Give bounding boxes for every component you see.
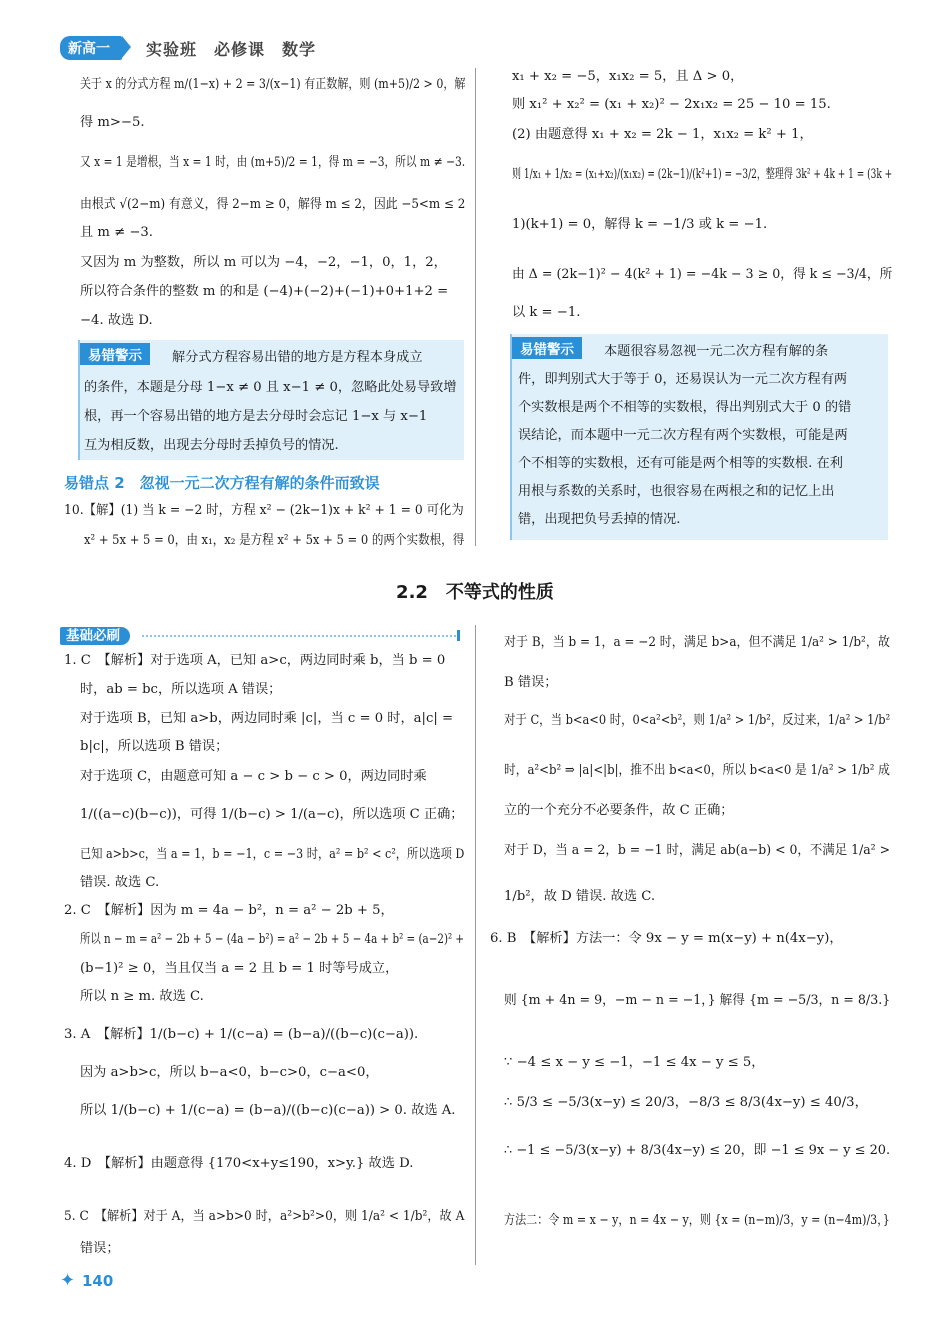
column-divider-bottom [475,625,476,1265]
section-title: 2.2 不等式的性质 [396,582,554,603]
text-line: 对于 B，当 b = 1，a = −2 时，满足 b>a，但不满足 1/a² > 1/b²，故 [504,635,890,650]
warning-line: 件，即判别式大于等于 0，还易误认为一元二次方程有两 [518,372,848,387]
left-bottom-column [64,650,464,1260]
text-line: 1/((a−c)(b−c))，可得 1/(b−c) > 1/(a−c)，所以选项 C 正确； [80,807,464,822]
warning-line: 用根与系数的关系时，也很容易在两根之和的记忆上出 [518,484,835,499]
bar-end-mark [457,630,460,641]
text-line: 由根式 √(2−m) 有意义，得 2−m ≥ 0，解得 m ≤ 2，因此 −5<m ≤ 2 [80,197,466,212]
warning-line: 个不相等的实数根，还有可能是两个相等的实数根. 在利 [518,456,843,471]
text-line: 1)(k+1) = 0，解得 k = −1/3 或 k = −1. [512,217,768,232]
warning-line: 错，出现把负号丢掉的情况. [518,512,681,527]
text-line: 由 Δ = (2k−1)² − 4(k² + 1) = −4k − 3 ≥ 0，得 k ≤ −3/4，所 [512,267,893,282]
page-number: 140 [82,1272,114,1290]
text-line: 关于 x 的分式方程 m/(1−x) + 2 = 3/(x−1) 有正数解，则 (m+5)/2 > 0，解 [80,77,466,92]
text-line: 对于选项 C，由题意可知 a − c > b − c > 0，两边同时乘 [80,769,427,784]
text-line: ∴ −1 ≤ −5/3(x−y) + 8/3(4x−y) ≤ 20，即 −1 ≤ 9x − y ≤ 20. [504,1143,891,1158]
text-line: B 错误； [504,675,558,690]
text-line: 时，ab = bc，所以选项 A 错误； [80,682,282,697]
text-line: 对于 D，当 a = 2，b = −1 时，满足 ab(a−b) < 0，不满足 1/a² > [504,843,891,858]
text-line: x₁ + x₂ = −5，x₁x₂ = 5，且 Δ > 0， [512,69,744,84]
text-line: 5. C 【解析】对于 A，当 a>b>0 时，a²>b²>0，则 1/a² < 1/b²，故 A [64,1209,465,1224]
warning-line: 解分式方程容易出错的地方是方程本身成立 [172,350,423,365]
subsection-tag: 基础必刷 [60,627,130,645]
text-line: 6. B 【解析】方法一：令 9x − y = m(x−y) + n(4x−y)， [490,931,843,946]
text-line: 得 m>−5. [80,115,145,130]
text-line: 又因为 m 为整数，所以 m 可以为 −4，−2，−1，0，1，2， [80,255,447,270]
text-line: (2) 由题意得 x₁ + x₂ = 2k − 1，x₁x₂ = k² + 1， [512,127,813,142]
error-warning-box [78,340,464,460]
warning-line: 本题很容易忽视一元二次方程有解的条 [604,344,829,359]
text-line: b|c|，所以选项 B 错误； [80,739,229,754]
text-line: 时，a²<b² ⇒ |a|<|b|，推不出 b<a<0，所以 b<a<0 是 1/a² > 1/b² 成 [504,763,890,778]
text-line: 则 {m + 4n = 9，−m − n = −1，} 解得 {m = −5/3，n = 8/3.} [504,993,891,1008]
text-line: 因为 a>b>c，所以 b−a<0，b−c>0，c−a<0， [80,1065,379,1080]
text-line: 4. D 【解析】由题意得 {170<x+y≤190，x>y.} 故选 D. [64,1156,414,1171]
warning-tag: 易错警示 [80,343,150,365]
text-line: 所以 n − m = a² − 2b + 5 − (4a − b²) = a² − 2b + 5 − 4a + b² = (a−2)² + [80,932,465,947]
text-line: −4. 故选 D. [80,313,153,328]
warning-tag: 易错警示 [512,337,582,359]
column-divider-top [475,68,476,546]
text-line: 错误； [80,1241,120,1256]
text-line: ∵ −4 ≤ x − y ≤ −1，−1 ≤ 4x − y ≤ 5， [504,1055,765,1070]
right-top-column [512,66,892,336]
warning-line: 互为相反数，出现去分母时丢掉负号的情况. [84,438,339,453]
text-line: 对于 C，当 b<a<0 时，0<a²<b²，则 1/a² > 1/b²，反过来，1/a² > 1/b² [504,713,891,728]
error-point-heading: 易错点 2 忽视一元二次方程有解的条件而致误 [64,474,380,492]
text-line: 且 m ≠ −3. [80,225,153,240]
text-line: 10.【解】(1) 当 k = −2 时，方程 x² − (2k−1)x + k² + 1 = 0 可化为 [64,503,464,518]
text-line: 3. A 【解析】1/(b−c) + 1/(c−a) = (b−a)/((b−c)(c−a)). [64,1027,419,1042]
text-line: 方法二：令 m = x − y，n = 4x − y，则 {x = (n−m)/3，y = (n−4m)/3，} [504,1213,890,1228]
text-line: 所以 n ≥ m. 故选 C. [80,989,204,1004]
text-line: 所以符合条件的整数 m 的和是 (−4)+(−2)+(−1)+0+1+2 = [80,284,449,299]
text-line: (b−1)² ≥ 0，当且仅当 a = 2 且 b = 1 时等号成立， [80,961,399,976]
text-line: 对于选项 B，已知 a>b，两边同时乘 |c|，当 c = 0 时，a|c| = [80,711,454,726]
text-line: 则 1/x₁ + 1/x₂ = (x₁+x₂)/(x₁x₂) = (2k−1)/(k²+1) = −3/2，整理得 3k² + 4k + 1 = (3k + [512,167,893,182]
text-line: 1. C 【解析】对于选项 A，已知 a>c，两边同时乘 b，当 b = 0 [64,653,446,668]
grade-tag: 新高一 [60,36,122,60]
text-line: 则 x₁² + x₂² = (x₁ + x₂)² − 2x₁x₂ = 25 − 10 = 15. [512,97,831,112]
warning-line: 误结论，而本题中一元二次方程有两个实数根，可能是两 [518,428,848,443]
text-line: 立的一个充分不必要条件，故 C 正确； [504,803,734,818]
text-line: 以 k = −1. [512,305,581,320]
right-bottom-column [490,632,890,1272]
warning-line: 根，再一个容易出错的地方是去分母时会忘记 1−x 与 x−1 [84,409,428,424]
text-line: 错误. 故选 C. [80,875,160,890]
text-line: 已知 a>b>c，当 a = 1，b = −1，c = −3 时，a² = b² < c²，所以选项 D [80,847,465,862]
text-line: 1/b²，故 D 错误. 故选 C. [504,889,656,904]
text-line: 2. C 【解析】因为 m = 4a − b²，n = a² − 2b + 5， [64,903,394,918]
subsection-bar [60,627,460,643]
warning-line: 的条件，本题是分母 1−x ≠ 0 且 x−1 ≠ 0，忽略此处易导致增 [84,380,457,395]
text-line: 所以 1/(b−c) + 1/(c−a) = (b−a)/((b−c)(c−a)) > 0. 故选 A. [80,1103,456,1118]
warning-line: 个实数根是两个不相等的实数根，得出判别式大于 0 的错 [518,400,852,415]
book-title: 实验班 必修课 数学 [146,39,317,59]
text-line: x² + 5x + 5 = 0，由 x₁，x₂ 是方程 x² + 5x + 5 = 0 的两个实数根，得 [84,533,465,548]
text-line: 又 x = 1 是增根，当 x = 1 时，由 (m+5)/2 = 1，得 m = −3，所以 m ≠ −3. [80,155,466,170]
star-icon: ✦ [60,1270,76,1291]
question-10 [64,500,464,560]
left-top-column [80,70,465,350]
dotted-rule [142,635,456,637]
page-header [60,36,316,60]
text-line: ∴ 5/3 ≤ −5/3(x−y) ≤ 20/3，−8/3 ≤ 8/3(4x−y) ≤ 40/3， [504,1095,868,1110]
error-warning-box [510,334,888,540]
